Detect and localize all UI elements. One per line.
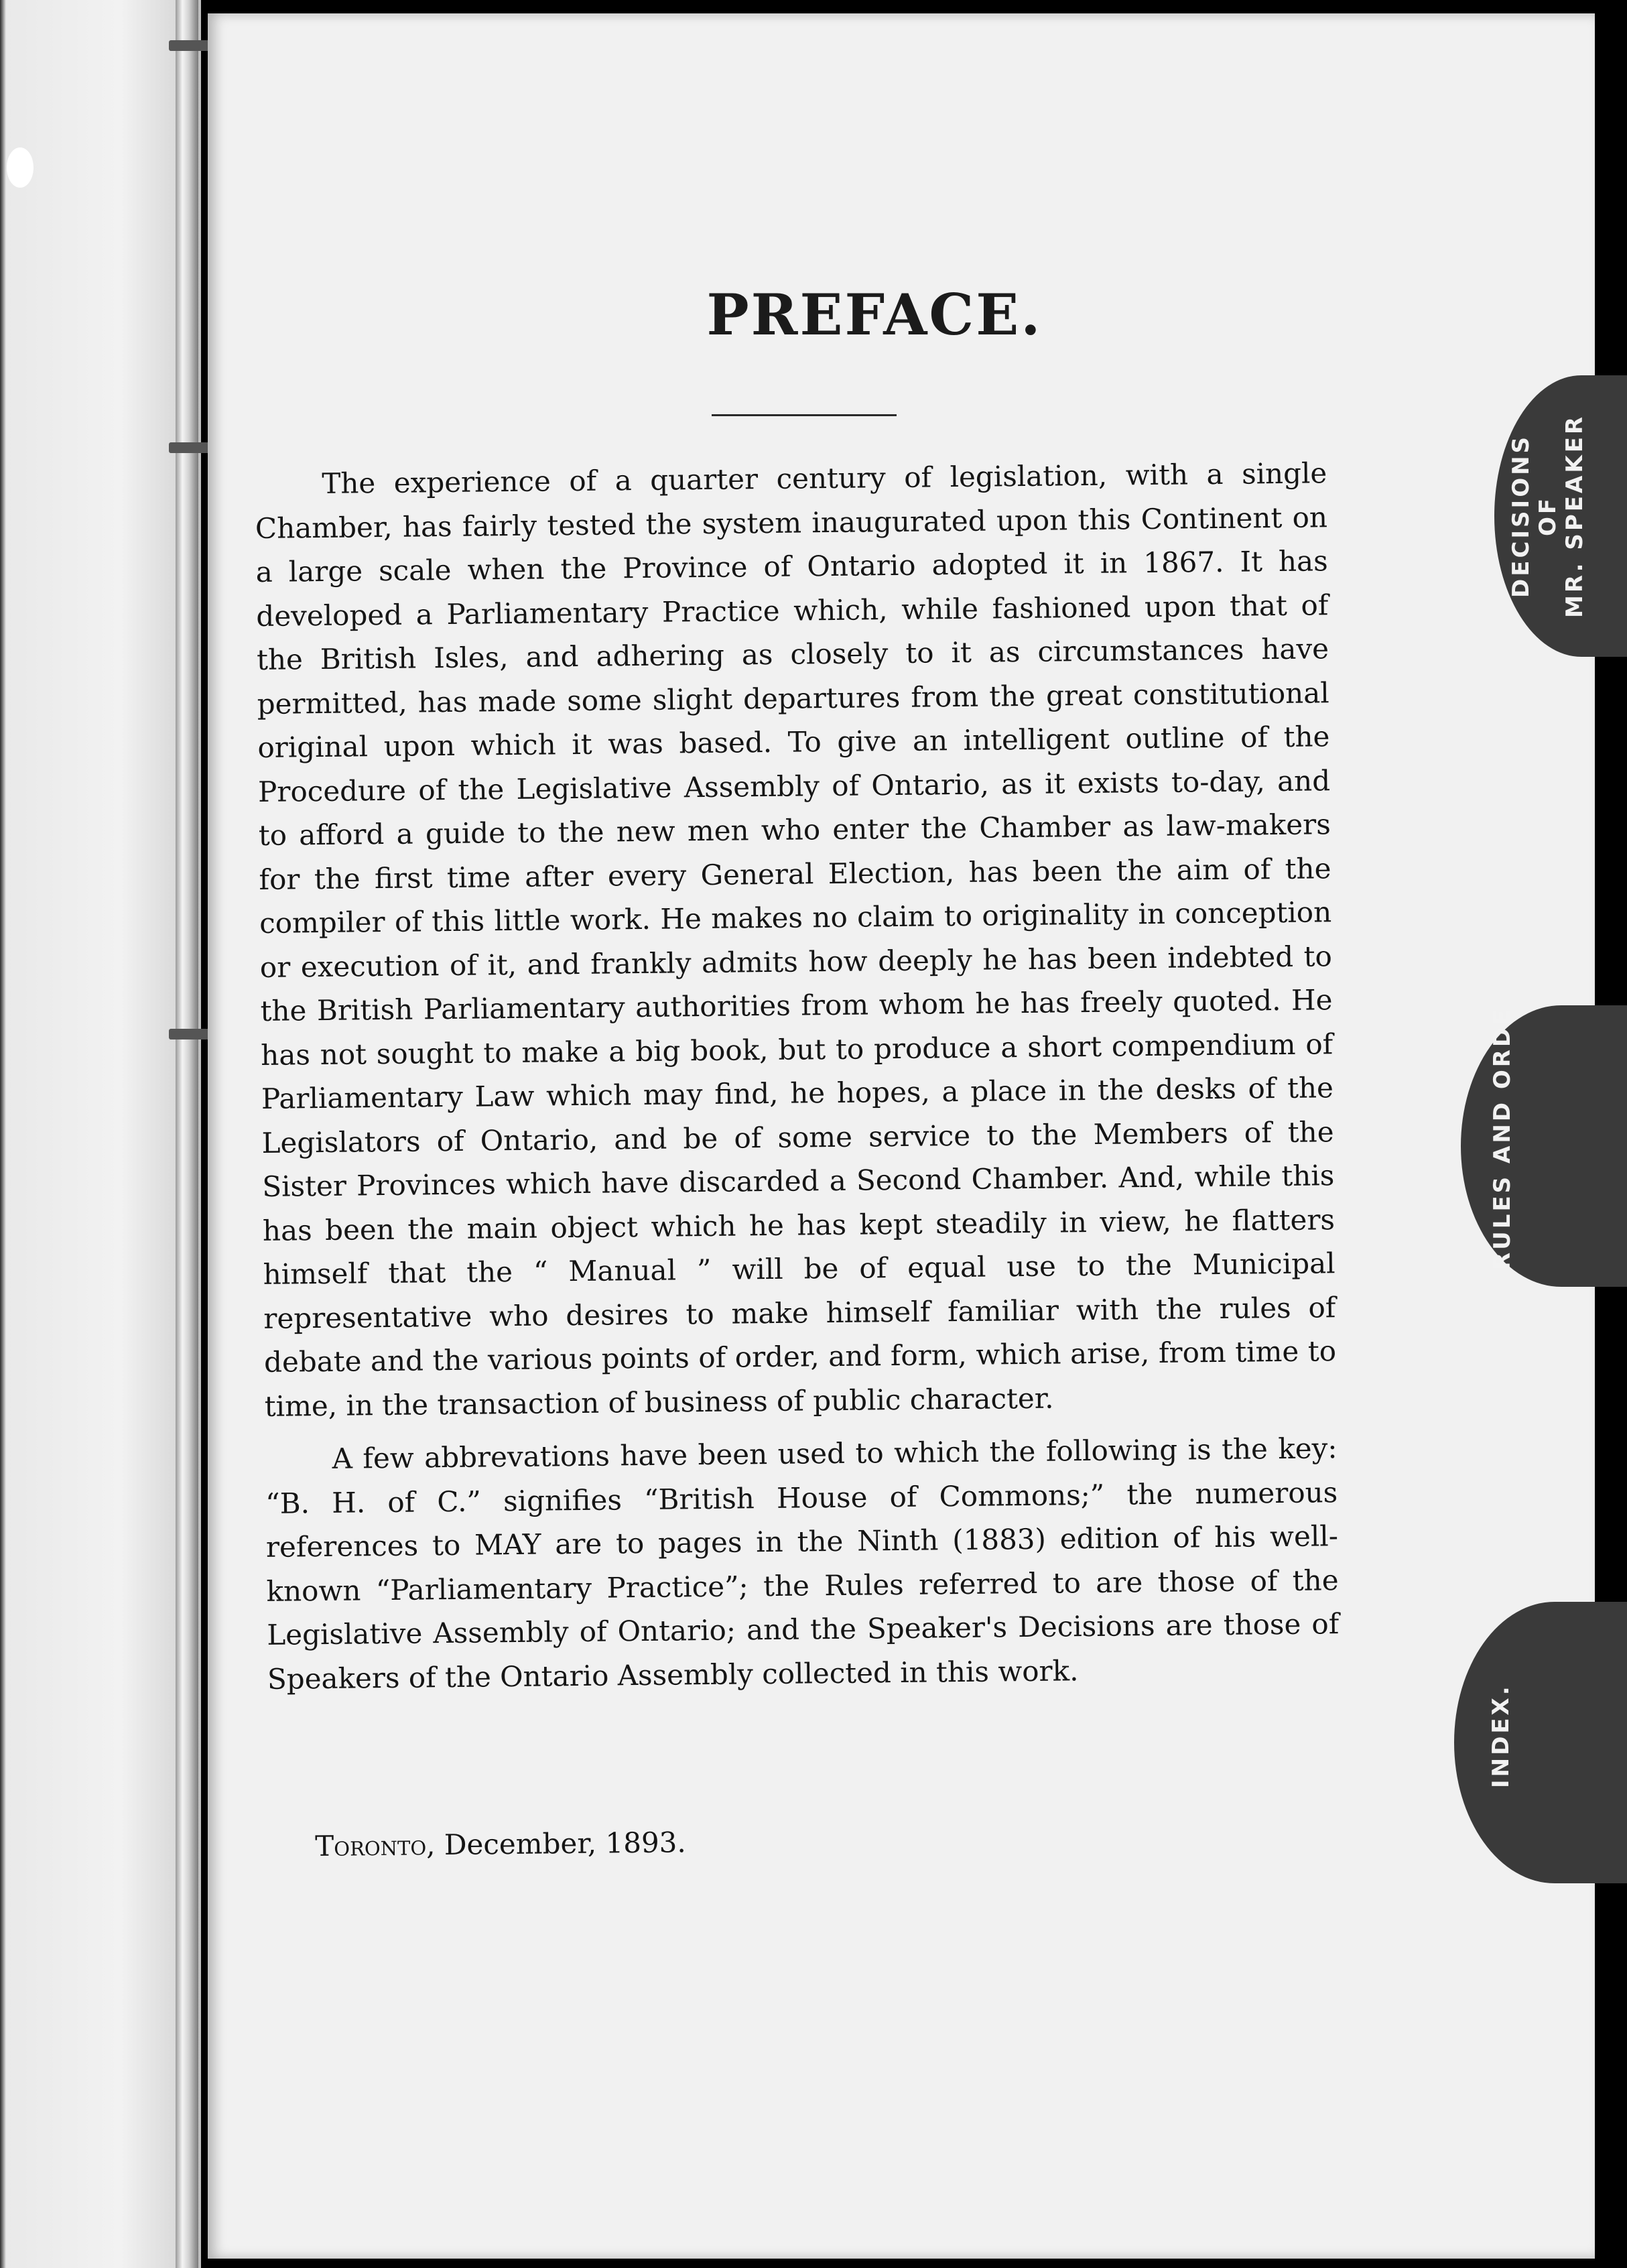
thumb-tab-rules-label: RULES AND ORDE <box>1489 1007 1516 1270</box>
leaf-speck <box>7 147 34 188</box>
signature-line <box>315 1826 686 1863</box>
paragraph: A few abbrevations have been used to which the following is the key: “B. H. of C.” signifies “British House of Commons;” the numerous references to MAY are to pages in the Ninth (1883) edition of his well-known “Parliamentary Practice”; the Rules referred to are those of the Legislative Assembly of Ontario; and the Speaker's Decisions are those of Speakers of the Ontario Assembly collected in this work. <box>265 1432 1340 1696</box>
paragraph: The experience of a quarter century of legislation, with a single Chamber, has fairly tested the system inaugurated upon this Continent on a large scale when the Province of Ontario adopted it in 1867. It has developed a Parliamentary Practice which, while fashioned upon that of the British Isles, and adhering as closely to it as circumstances have permitted, has made some slight departures from the great constitutional original upon which it was based. To give an intelligent outline of the Procedure of the Legislative Assembly of Ontario, as it exists to-day, and to afford a guide to the new men who enter the Chamber as law-makers for the first time after every General Election, has been the aim of the compiler of this little work. He makes no claim to originality in conception or execution of it, and frankly admits how deeply he has been indebted to the British Parliamentary authorities from whom he has freely quoted. He has not sought to make a big book, but to produce a short compendium of Parliamentary Law which may find, he hopes, a place in the desks of the Legislators of Ontario, and be of some service to the Members of the Sister Provinces which have discarded a Second Chamber. And, while this has been the main object which he has kept steadily in view, he flatters himself that the “ Manual ” will be of equal use to the Municipal representative who desires to make himself familiar with the rules of debate and the various points of order, and form, which arise, from time to time, in the transaction of business of public character. <box>255 456 1337 1423</box>
left-leaf <box>0 0 201 2268</box>
thumb-tab-index-label: INDEX. <box>1488 1684 1514 1788</box>
page-title: PREFACE. <box>706 281 1043 348</box>
thumb-tab-decisions-label: DECISIONS OF MR. SPEAKER <box>1508 414 1588 619</box>
title-rule <box>712 414 897 416</box>
preface-body <box>255 451 1340 1710</box>
binding-spine <box>176 0 198 2268</box>
signature-place: Toronto <box>315 1828 427 1863</box>
signature-date: , December, 1893. <box>426 1826 686 1862</box>
